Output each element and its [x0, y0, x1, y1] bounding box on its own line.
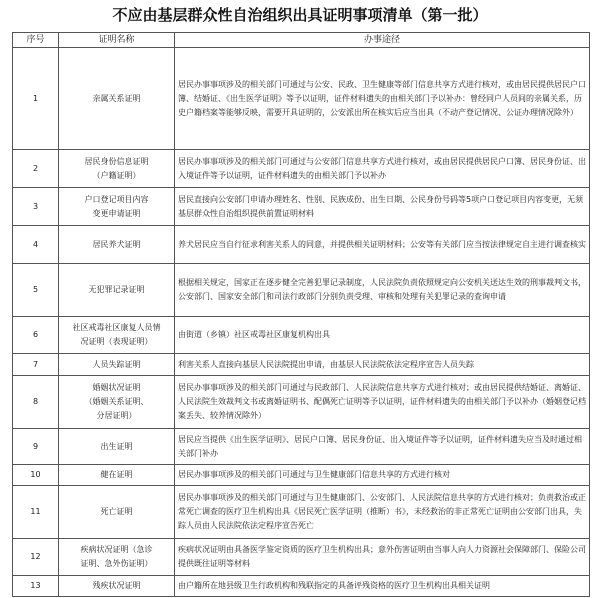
table-row [13, 317, 590, 354]
certificate-name-line: 户口登记项目内容 [84, 194, 149, 204]
row-serial-number: 10 [13, 465, 59, 486]
certificate-name-line: 人员失踪证明 [92, 359, 141, 369]
row-certificate-name [59, 264, 175, 317]
table-row [13, 465, 590, 486]
row-handling-approach: 居民办事事项涉及的相关部门可通过与民政部门、人民法院信息共享方式进行核对；或由居民提供结婚证、离婚证、人民法院生效裁判文书或离婚证明书、配偶死亡证明等予以证明，证件材料遗失的由相关部门予以补办（婚姻登记档案丢失、较养情况除外） [175, 376, 590, 429]
table-row [13, 354, 590, 376]
row-certificate-name [59, 465, 175, 486]
row-handling-approach: 居民办事事项涉及的相关部门可通过与卫生健康部门信息共享的方式进行核对 [175, 465, 590, 486]
certificate-list-table [12, 32, 590, 597]
row-serial-number: 5 [13, 264, 59, 317]
row-serial-number: 12 [13, 539, 59, 576]
row-handling-approach: 由户籍所在地县级卫生行政机构和残联指定的具备评残资格的医疗卫生机构出具相关证明 [175, 576, 590, 597]
table-row [13, 188, 590, 226]
certificate-name-line: 变更申请证明 [92, 208, 141, 218]
row-serial-number: 13 [13, 576, 59, 597]
row-certificate-name [59, 429, 175, 465]
table-row [13, 429, 590, 465]
table-row [13, 150, 590, 188]
certificate-name-line: 婚姻状况证明 [92, 383, 141, 392]
certificate-name-line: 居民养犬证明 [92, 239, 141, 249]
row-handling-approach: 居民应当提供《出生医学证明》、居民户口簿、居民身份证、出入境证件等予以证明，证件材料遗失应当及时通过相关部门补办 [175, 429, 590, 465]
row-certificate-name [59, 188, 175, 226]
row-certificate-name [59, 576, 175, 597]
row-handling-approach: 由街道（乡镇）社区戒毒社区康复机构出具 [175, 317, 590, 354]
table-header-row [13, 33, 590, 48]
row-certificate-name [59, 376, 175, 429]
row-serial-number: 4 [13, 226, 59, 264]
certificate-name-line: 亲属关系证明 [92, 93, 141, 103]
table-row [13, 486, 590, 539]
row-serial-number: 3 [13, 188, 59, 226]
row-serial-number: 9 [13, 429, 59, 465]
row-handling-approach: 疾病状况证明由具备医学鉴定资质的医疗卫生机构出具；意外伤害证明由当事人向人力资源社会保障部门、保险公司提供既往证明等材料 [175, 539, 590, 576]
row-handling-approach: 居民办事事项涉及的相关部门可通过与公安、民政、卫生健康等部门信息共享方式进行核对，或由居民提供居民户口簿、结婚证、《出生医学证明》等予以证明，证件材料遗失的由相关部门予以补办：曾经同户人员间的亲属关系，历史户籍档案等能够反映，需要开具证明的，公安派出所在核实后应当出具（不动产登记情况、公证办理情况除外） [175, 48, 590, 150]
certificate-name-line: 无犯罪记录证明 [88, 285, 145, 294]
certificate-name-line: （户籍证明） [92, 170, 141, 180]
row-handling-approach: 居民办事事项涉及的相关部门可通过与公安部门信息共享方式进行核对，或由居民提供居民户口簿、居民身份证、出入境证件等予以证明，证件材料遗失的由相关部门予以补办 [175, 150, 590, 188]
row-handling-approach: 居民办事事项涉及的相关部门可通过与卫生健康部门、公安部门、人民法院信息共享的方式进行核对；负责救治或正常死亡调查的医疗卫生机构出具《居民死亡医学证明（推断）书》，未经救治的非正常死亡证明由公安部门出具，失踪人员由人民法院依法定程序宣告死亡 [175, 486, 590, 539]
table-row [13, 264, 590, 317]
row-certificate-name [59, 317, 175, 354]
certificate-name-line: 健在证明 [100, 470, 133, 479]
row-serial-number: 7 [13, 354, 59, 376]
table-row [13, 539, 590, 576]
row-certificate-name [59, 48, 175, 150]
header-certificate-name: 证明名称 [59, 33, 175, 48]
certificate-name-line: 况证明（表现证明） [80, 337, 153, 346]
certificate-name-line: 出生证明 [100, 441, 133, 451]
row-serial-number: 1 [13, 48, 59, 150]
certificate-name-line: 疾病状况证明（急诊 [80, 545, 153, 554]
row-certificate-name [59, 150, 175, 188]
table-body [13, 48, 590, 597]
certificate-name-line: 证明、急外伤证明） [80, 559, 153, 568]
row-handling-approach: 根据相关规定，国家正在逐步健全完善犯罪记录制度，人民法院负责依照规定向公安机关送达生效的刑事裁判文书，公安部门、国家安全部门和司法行政部门分别负责受理、审核和处理有关犯罪记录的查询申请 [175, 264, 590, 317]
header-handling-approach: 办事途径 [175, 33, 590, 48]
row-certificate-name [59, 486, 175, 539]
table-row [13, 376, 590, 429]
row-certificate-name [59, 354, 175, 376]
certificate-name-line: 死亡证明 [100, 507, 133, 516]
row-serial-number: 6 [13, 317, 59, 354]
document-title: 不应由基层群众性自治组织出具证明事项清单（第一批） [112, 6, 488, 24]
certificate-name-line: 分居证明） [96, 411, 137, 420]
row-serial-number: 2 [13, 150, 59, 188]
certificate-name-line: 居民身份信息证明 [84, 156, 149, 166]
row-handling-approach: 利害关系人直接向基层人民法院提出申请，由基层人民法院依法定程序宣告人员失踪 [175, 354, 590, 376]
row-serial-number: 8 [13, 376, 59, 429]
header-serial-number: 序号 [13, 33, 59, 48]
row-handling-approach: 养犬居民应当自行征求利害关系人的同意，并提供相关证明材料；公安等有关部门应当按法律规定自主进行调查核实 [175, 226, 590, 264]
row-handling-approach: 居民直接向公安部门申请办理姓名、性别、民族成份、出生日期、公民身份号码等5项户口登记项目内容变更，无须基层群众性自治组织提供前置证明材料 [175, 188, 590, 226]
table-row [13, 576, 590, 597]
row-certificate-name [59, 539, 175, 576]
row-serial-number: 11 [13, 486, 59, 539]
table-row [13, 48, 590, 150]
table-row [13, 226, 590, 264]
certificate-name-line: 社区戒毒社区康复人员情 [72, 323, 161, 332]
certificate-name-line: （婚姻关系证明、 [84, 397, 149, 406]
certificate-name-line: 残疾状况证明 [92, 581, 141, 590]
row-certificate-name [59, 226, 175, 264]
